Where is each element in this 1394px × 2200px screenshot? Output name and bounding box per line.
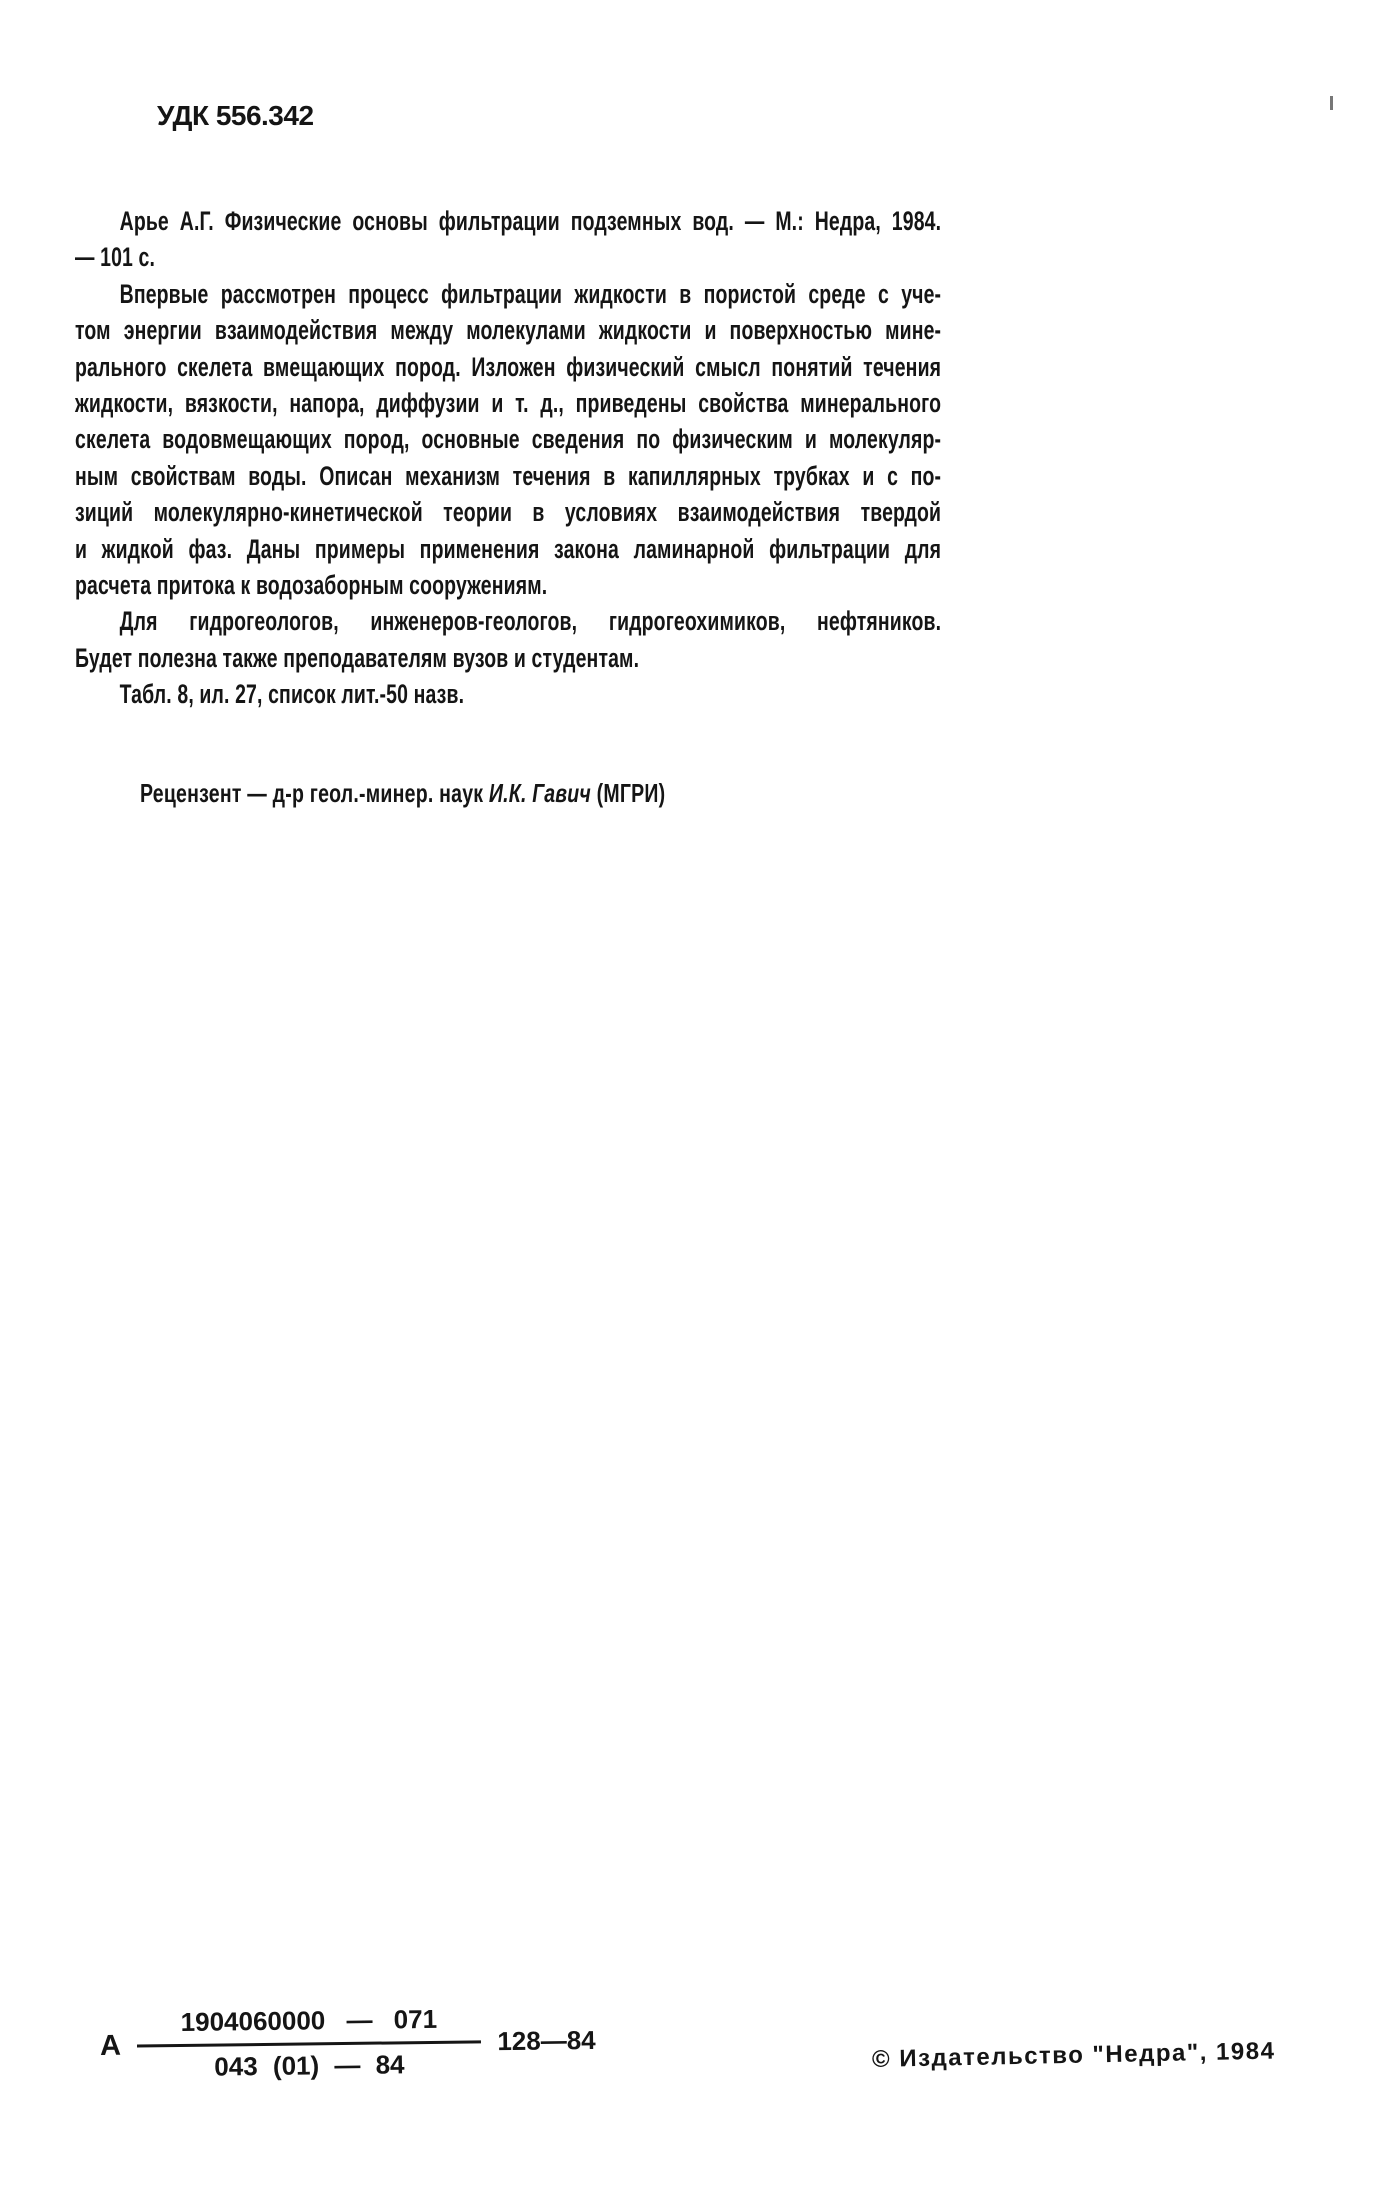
reviewer-label: Рецензент — д-р геол.-минер. наук xyxy=(140,778,489,808)
catalog-denominator: 043 (01) — 84 xyxy=(214,2049,405,2082)
author-name: Арье А.Г. xyxy=(119,206,214,236)
abstract-line: жидкости, вязкости, напора, диффузии и т. д., приведены свойства минерального xyxy=(75,388,942,419)
annotation-text-block xyxy=(75,203,941,713)
abstract-line: и жидкой фаз. Даны примеры применения закона ламинарной фильтрации для xyxy=(75,533,942,564)
scan-artifact-mark xyxy=(1330,96,1333,110)
abstract-line: зиций молекулярно-кинетической теории в условиях взаимодействия твердой xyxy=(75,497,942,528)
audience-line: Для гидрогеологов, инженеров-геологов, гидрогеохимиков, нефтяников. xyxy=(119,606,942,637)
tables-illustrations-note: Табл. 8, ил. 27, список лит.-50 назв. xyxy=(119,679,465,710)
page-count-line: — 101 с. xyxy=(75,242,156,273)
catalog-numerator: 1904060000 — 071 xyxy=(136,2003,481,2047)
abstract-line: ным свойствам воды. Описан механизм течения в капиллярных трубках и с по- xyxy=(75,460,942,491)
udc-number: УДК 556.342 xyxy=(157,100,314,131)
catalog-suffix: 128—84 xyxy=(497,2024,596,2056)
book-title-imprint: Физические основы фильтрации подземных вод. — М.: Недра, 1984. xyxy=(213,206,942,236)
catalog-code xyxy=(100,2002,597,2084)
reviewer-line xyxy=(140,778,890,809)
reviewer-affiliation: (МГРИ) xyxy=(591,778,666,808)
abstract-line: Впервые рассмотрен процесс фильтрации жидкости в пористой среде с уче- xyxy=(119,278,942,309)
bibliographic-entry-line xyxy=(75,203,941,239)
abstract-line: рального скелета вмещающих пород. Изложен физический смысл понятий течения xyxy=(75,351,942,382)
catalog-letter: А xyxy=(99,2029,122,2062)
audience-line: Будет полезна также преподавателям вузов и студентам. xyxy=(75,642,640,673)
abstract-line: том энергии взаимодействия между молекулами жидкости и поверхностью мине- xyxy=(75,315,942,346)
abstract-line: скелета водовмещающих пород, основные сведения по физическим и молекуляр- xyxy=(75,424,942,455)
catalog-fraction xyxy=(136,2003,481,2083)
abstract-line: расчета притока к водозаборным сооружениям. xyxy=(75,570,548,601)
copyright-line: © Издательство "Недра", 1984 xyxy=(871,2037,1276,2073)
reviewer-name: И.К. Гавич xyxy=(488,778,592,808)
